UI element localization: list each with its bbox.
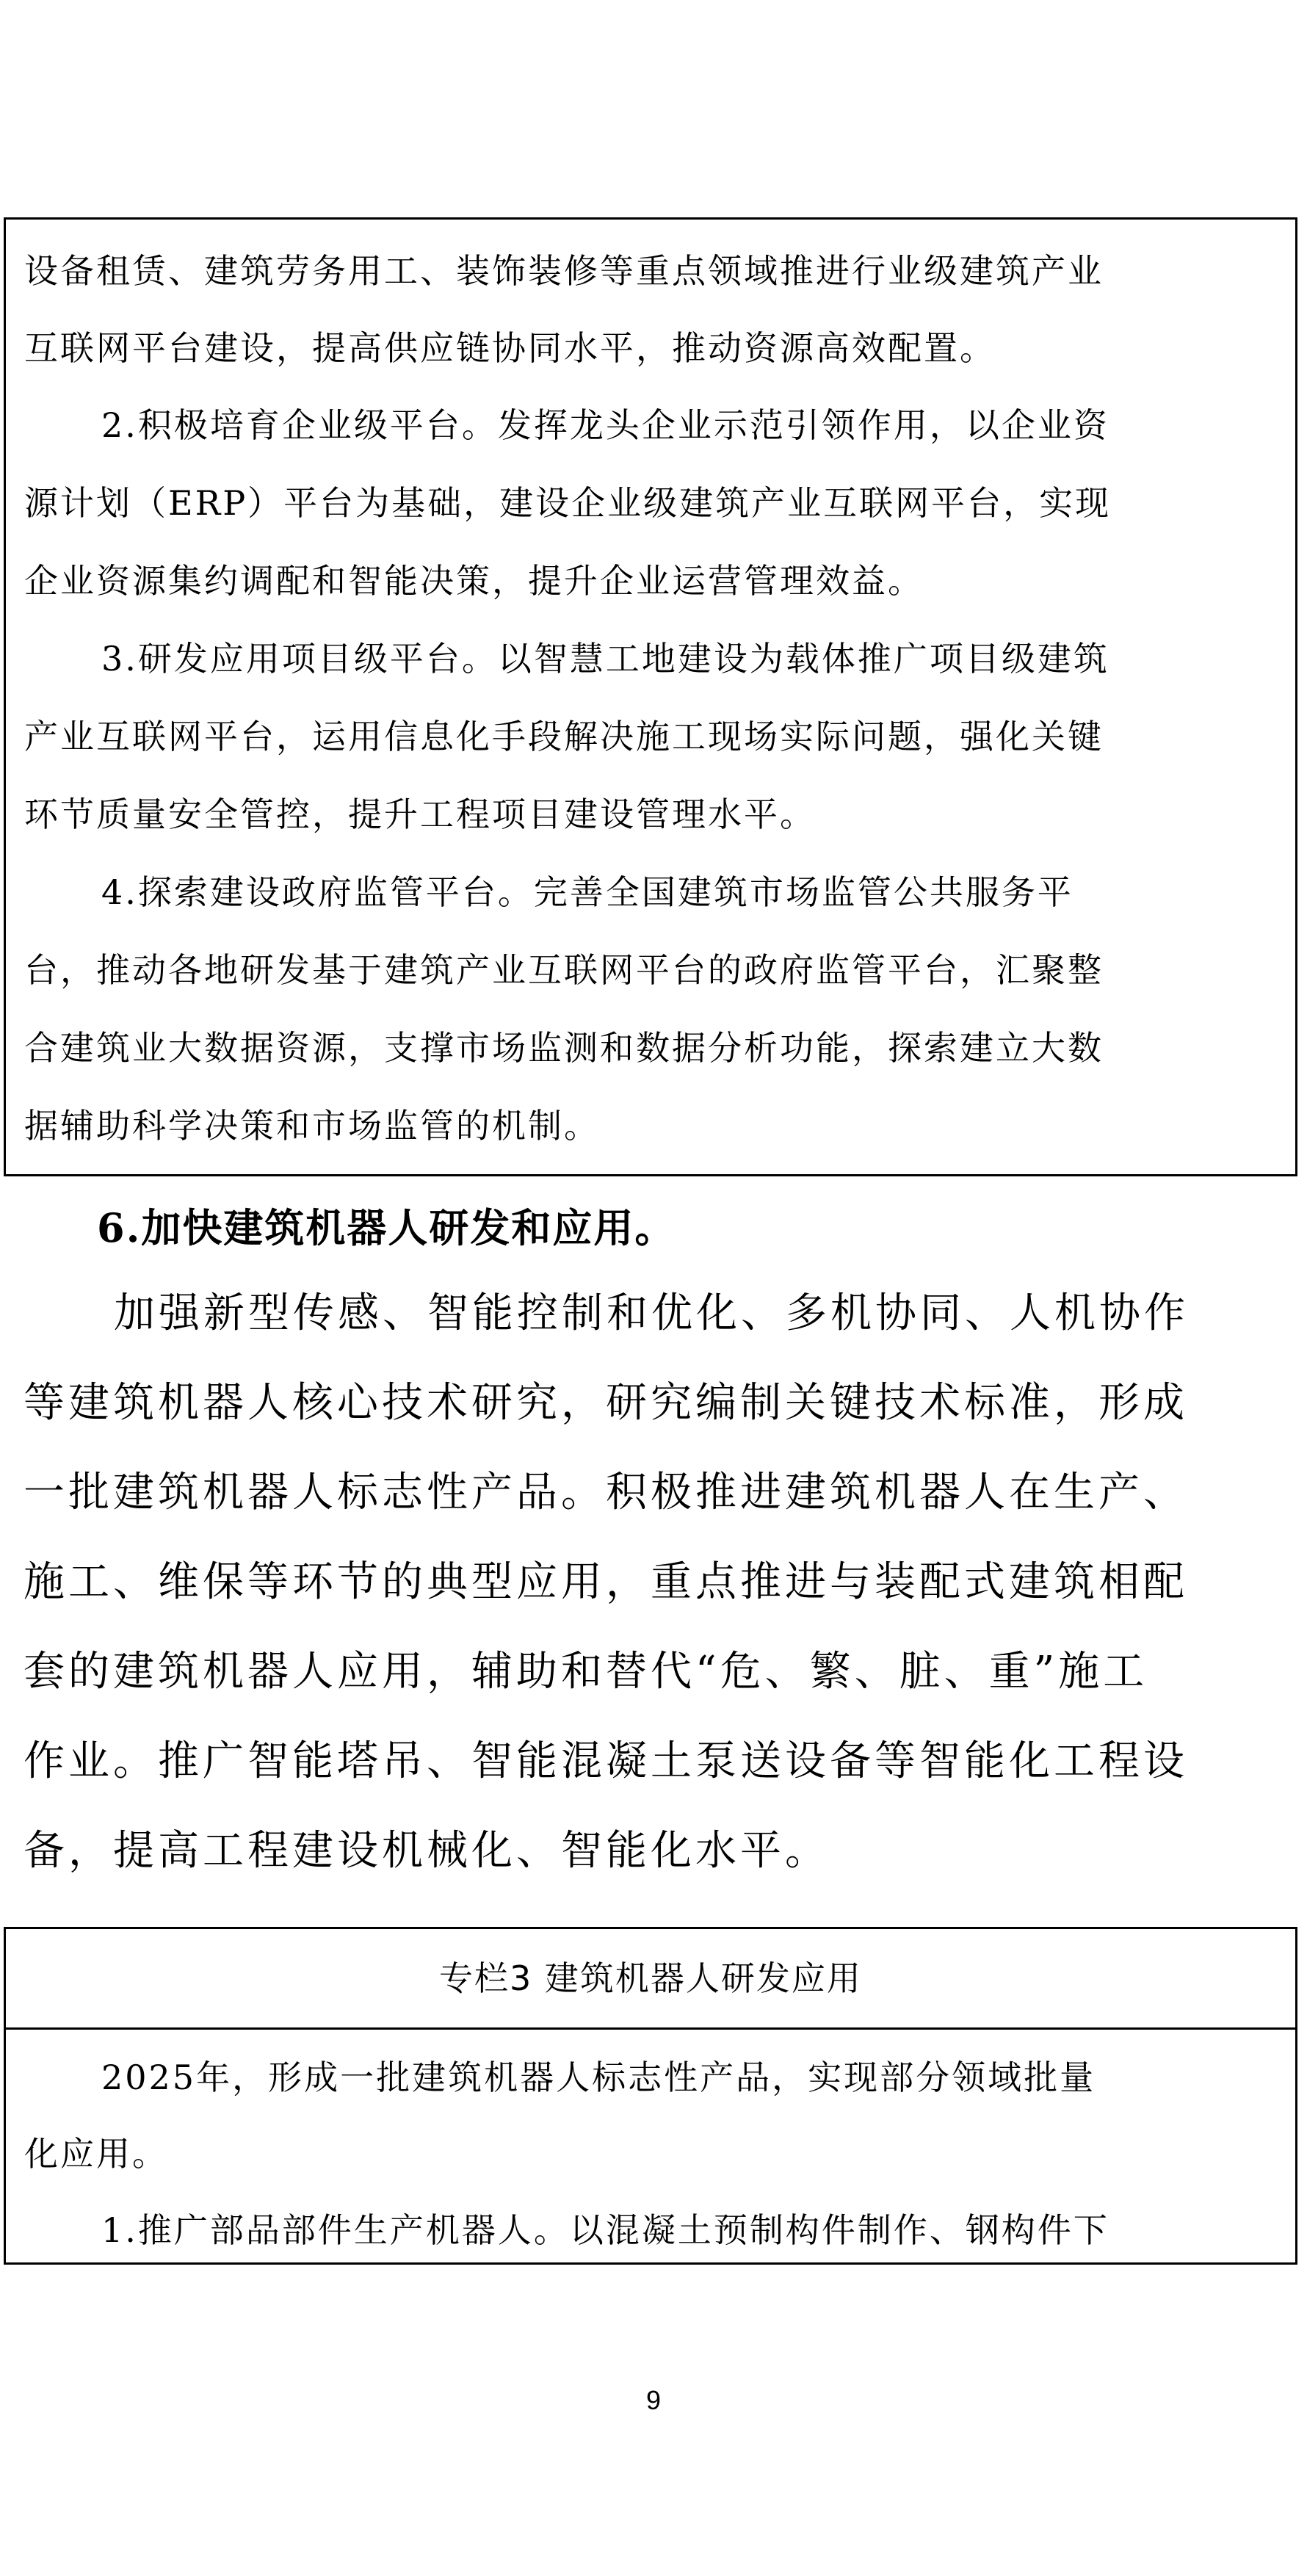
- section-heading: 6.加快建筑机器人研发和应用。: [97, 1204, 676, 1251]
- column-text-line: 1.推广部品部件生产机器人。以混凝土预制构件制作、钢构件下: [101, 2210, 1109, 2250]
- page-number: 9: [645, 2385, 662, 2415]
- paragraph-line: 套的建筑机器人应用，辅助和替代“危、繁、脏、重”施工: [23, 1648, 1148, 1696]
- column-text-line: 2025年，形成一批建筑机器人标志性产品，实现部分领域批量: [101, 2058, 1096, 2097]
- paragraph-line: 施工、维保等环节的典型应用，重点推进与装配式建筑相配: [23, 1558, 1188, 1606]
- paragraph-line: 作业。推广智能塔吊、智能混凝土泵送设备等智能化工程设: [23, 1737, 1188, 1785]
- box-text-line: 互联网平台建设，提高供应链协同水平，推动资源高效配置。: [24, 328, 996, 368]
- box-text-line: 源计划（ERP）平台为基础，建设企业级建筑产业互联网平台，实现: [24, 483, 1112, 523]
- column-text-line: 化应用。: [24, 2134, 168, 2174]
- box-text-line: 3.研发应用项目级平台。以智慧工地建设为载体推广项目级建筑: [101, 639, 1109, 679]
- column-title: 专栏3 建筑机器人研发应用: [6, 1929, 1295, 2030]
- box-text-line: 合建筑业大数据资源，支撑市场监测和数据分析功能，探索建立大数: [24, 1028, 1104, 1068]
- box-text-line: 4.探索建设政府监管平台。完善全国建筑市场监管公共服务平: [101, 872, 1074, 912]
- paragraph-line: 一批建筑机器人标志性产品。积极推进建筑机器人在生产、: [23, 1469, 1188, 1516]
- box-text-line: 台，推动各地研发基于建筑产业互联网平台的政府监管平台，汇聚整: [24, 950, 1104, 990]
- paragraph-line: 备，提高工程建设机械化、智能化水平。: [23, 1827, 830, 1875]
- paragraph-line: 加强新型传感、智能控制和优化、多机协同、人机协作: [114, 1289, 1189, 1337]
- box-text-line: 2.积极培育企业级平台。发挥龙头企业示范引领作用，以企业资: [101, 405, 1109, 445]
- box-text-line: 据辅助科学决策和市场监管的机制。: [24, 1106, 600, 1146]
- box-text-line: 企业资源集约调配和智能决策，提升企业运营管理效益。: [24, 561, 924, 601]
- box-text-line: 设备租赁、建筑劳务用工、装饰装修等重点领域推进行业级建筑产业: [24, 251, 1104, 291]
- box-section-1: [4, 217, 1297, 1176]
- box-text-line: 产业互联网平台，运用信息化手段解决施工现场实际问题，强化关键: [24, 717, 1104, 756]
- box-text-line: 环节质量安全管控，提升工程项目建设管理水平。: [24, 795, 816, 834]
- column-box: [4, 1927, 1297, 2265]
- paragraph-line: 等建筑机器人核心技术研究，研究编制关键技术标准，形成: [23, 1379, 1188, 1427]
